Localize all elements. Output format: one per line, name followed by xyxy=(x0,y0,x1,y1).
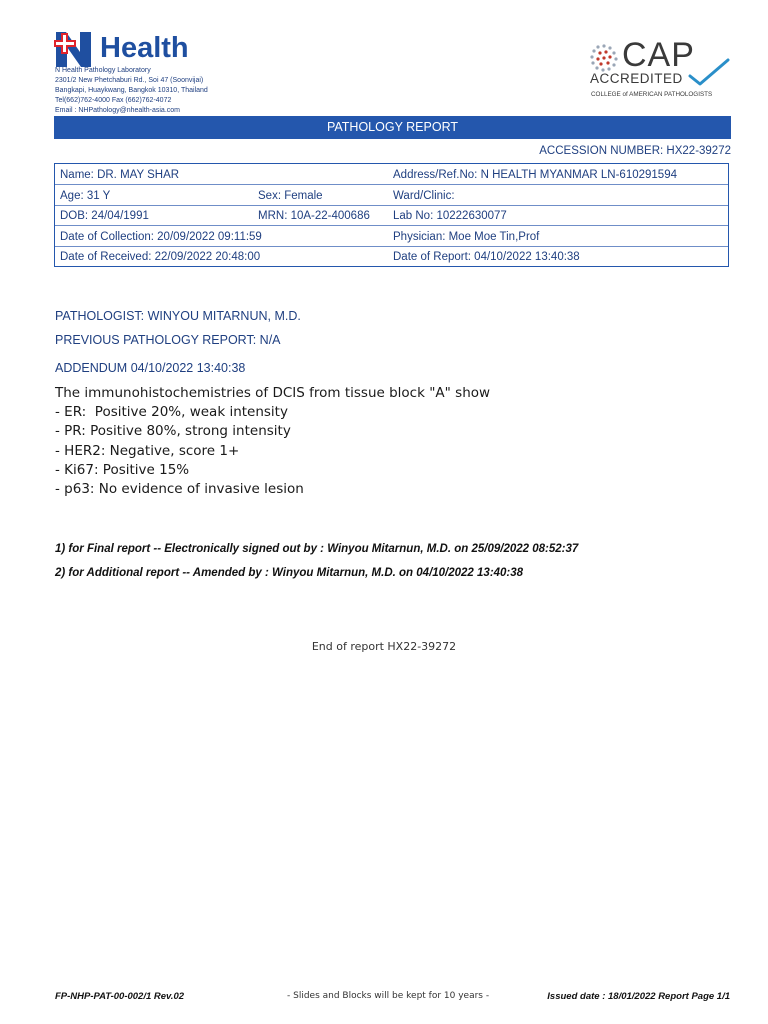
physician: Physician: Moe Moe Tin,Prof xyxy=(393,231,540,243)
additional-report-signature: 2) for Additional report -- Amended by : Winyou Mitarnun, M.D. on 04/10/2022 13:40:38 xyxy=(55,567,524,579)
result-line: - PR: Positive 80%, strong intensity xyxy=(55,423,291,439)
patient-name: Name: DR. MAY SHAR xyxy=(60,169,180,181)
cap-wordmark: CAP xyxy=(622,36,695,74)
report-intro: The immunohistochemistries of DCIS from tissue block "A" show xyxy=(55,385,491,401)
n-health-logo-icon xyxy=(54,30,94,68)
cap-globe-icon xyxy=(589,43,619,73)
patient-dob: DOB: 24/04/1991 xyxy=(60,210,149,222)
patient-sex: Sex: Female xyxy=(258,190,323,202)
patient-address: Address/Ref.No: N HEALTH MYANMAR LN-610291594 xyxy=(393,169,677,181)
date-of-report: Date of Report: 04/10/2022 13:40:38 xyxy=(393,251,580,263)
row-divider xyxy=(55,246,728,247)
lab-address-line2: Bangkapi, Huaykwang, Bangkok 10310, Thailand xyxy=(55,87,208,94)
form-code: FP-NHP-PAT-00-002/1 Rev.02 xyxy=(55,991,185,1002)
result-line: - HER2: Negative, score 1+ xyxy=(55,443,240,459)
row-divider xyxy=(55,205,728,206)
previous-report-heading: PREVIOUS PATHOLOGY REPORT: N/A xyxy=(55,333,281,347)
result-line: - Ki67: Positive 15% xyxy=(55,462,190,478)
date-of-collection: Date of Collection: 20/09/2022 09:11:59 xyxy=(60,231,262,243)
report-title-banner: PATHOLOGY REPORT xyxy=(54,116,731,139)
issued-date: Issued date : 18/01/2022 Report Page 1/1 xyxy=(547,991,730,1002)
result-line: - ER: Positive 20%, weak intensity xyxy=(55,404,288,420)
logo-wordmark: Health xyxy=(100,32,189,64)
addendum-heading: ADDENDUM 04/10/2022 13:40:38 xyxy=(55,361,246,375)
final-report-signature: 1) for Final report -- Electronically signed out by : Winyou Mitarnun, M.D. on 25/09/2022 08:52:37 xyxy=(55,543,579,555)
date-of-received: Date of Received: 22/09/2022 20:48:00 xyxy=(60,251,261,263)
cap-accredited-label: ACCREDITED xyxy=(590,71,683,86)
lab-number: Lab No: 10222630077 xyxy=(393,210,507,222)
checkmark-icon xyxy=(686,58,730,88)
pathologist-heading: PATHOLOGIST: WINYOU MITARNUN, M.D. xyxy=(55,309,301,323)
row-divider xyxy=(55,225,728,226)
patient-mrn: MRN: 10A-22-400686 xyxy=(258,210,370,222)
patient-age: Age: 31 Y xyxy=(60,190,111,202)
slides-note: - Slides and Blocks will be kept for 10 years - xyxy=(287,991,490,1001)
ward-clinic: Ward/Clinic: xyxy=(393,190,455,202)
end-of-report: End of report HX22-39272 xyxy=(311,640,457,653)
accession-number: ACCESSION NUMBER: HX22-39272 xyxy=(539,145,731,157)
lab-name: N Health Pathology Laboratory xyxy=(55,67,151,74)
lab-phone: Tel(662)762-4000 Fax (662)762-4072 xyxy=(55,97,172,104)
result-line: - p63: No evidence of invasive lesion xyxy=(55,481,304,497)
cap-college-label: COLLEGE of AMERICAN PATHOLOGISTS xyxy=(591,91,713,98)
lab-email: Email : NHPathology@nhealth-asia.com xyxy=(55,107,180,114)
row-divider xyxy=(55,184,728,185)
patient-info-box xyxy=(54,163,729,267)
lab-address-line1: 2301/2 New Phetchaburi Rd., Soi 47 (Soonvijai) xyxy=(55,77,204,84)
